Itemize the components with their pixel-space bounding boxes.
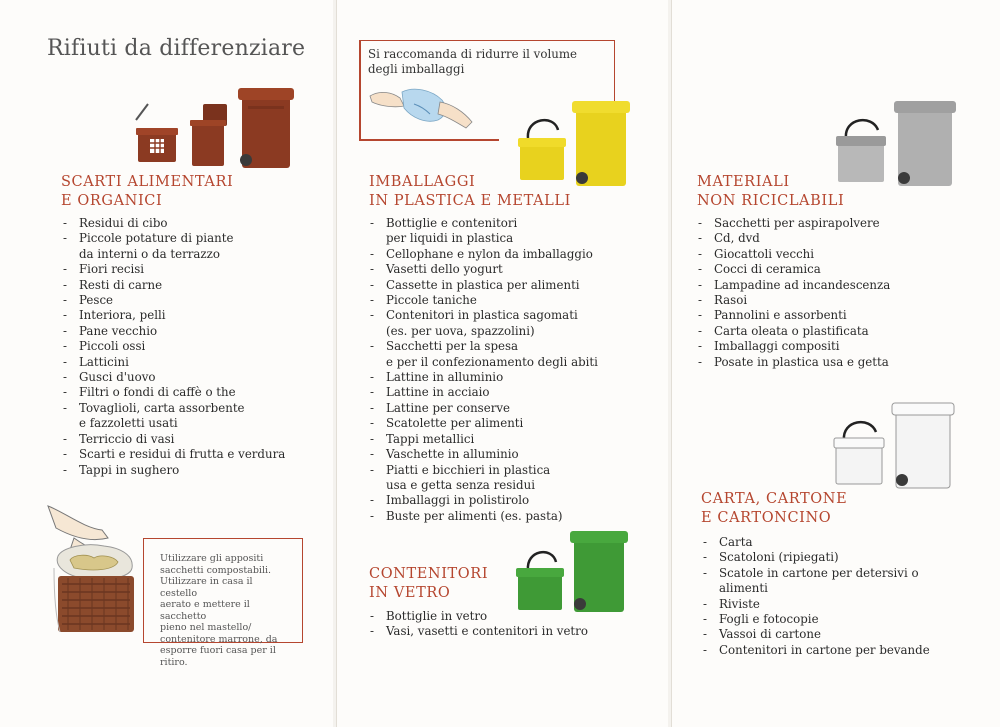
list-item: - Piccole taniche (368, 293, 658, 308)
organic-tip-box (143, 538, 303, 668)
list-item: - Imballaggi in polistirolo (368, 493, 658, 508)
list-item-continuation: e per il confezionamento degli abiti (386, 354, 598, 369)
note-text-line: degli imballaggi (368, 62, 465, 76)
list-item-continuation: usa e getta senza residui (386, 477, 535, 492)
list-item: - Cassette in plastica per alimenti (368, 278, 658, 293)
list-item: - Residui di cibo (61, 216, 331, 231)
list-item-continuation: da interni o da terrazzo (79, 246, 220, 261)
section-title-paper (701, 490, 847, 528)
list-item: - Carta (701, 535, 991, 550)
list-item: - Filtri o fondi di caffè o the (61, 385, 331, 400)
list-item: - Lampadine ad incandescenza (696, 278, 986, 293)
list-item: - Vasetti dello yogurt (368, 262, 658, 277)
section-title-line: E ORGANICI (61, 193, 163, 209)
note-text-line: Si raccomanda di ridurre il volume (368, 47, 577, 61)
list-item: - Giocattoli vecchi (696, 247, 986, 262)
organic-bins-icon (130, 82, 300, 174)
list-item: - Contenitori in plastica sagomati (368, 308, 658, 323)
list-item: - Contenitori in cartone per bevande (701, 643, 991, 658)
list-item: - Cocci di ceramica (696, 262, 986, 277)
list-item: - Pane vecchio (61, 324, 331, 339)
organic-list (61, 216, 331, 478)
green-bins-icon (512, 528, 632, 618)
note-left-border (359, 40, 361, 140)
tip-line: Utilizzare in casa il cestello (160, 576, 253, 599)
list-item: - Terriccio di vasi (61, 432, 331, 447)
list-item: - Vaschette in alluminio (368, 447, 658, 462)
list-item: - Fogli e fotocopie (701, 612, 991, 627)
grey-bins-icon (832, 98, 962, 190)
list-item: - Scatoloni (ripiegati) (701, 550, 991, 565)
glass-list (368, 609, 658, 640)
list-item: - Rasoi (696, 293, 986, 308)
note-bottom-border (359, 139, 499, 141)
list-item: - Sacchetti per la spesa (368, 339, 658, 354)
section-title-organic (61, 173, 233, 211)
list-item: - Bottiglie e contenitori (368, 216, 658, 231)
section-title-line: E CARTONCINO (701, 510, 832, 526)
list-item: - Interiora, pelli (61, 308, 331, 323)
list-item: - Cellophane e nylon da imballaggio (368, 247, 658, 262)
crushing-bottle-icon (368, 82, 478, 137)
section-title-line: NON RICICLABILI (697, 193, 845, 209)
list-item-continuation: alimenti (719, 581, 768, 596)
list-item: - Piatti e bicchieri in plastica (368, 463, 658, 478)
note-text (368, 47, 577, 77)
list-item: - Buste per alimenti (es. pasta) (368, 509, 658, 524)
section-title-line: IMBALLAGGI (369, 174, 476, 190)
list-item: - Carta oleata o plastificata (696, 324, 986, 339)
list-item: - Gusci d'uovo (61, 370, 331, 385)
plastic-list (368, 216, 658, 524)
list-item: - Scatole in cartone per detersivi o (701, 566, 991, 581)
list-item: - Fiori recisi (61, 262, 331, 277)
white-bins-icon (830, 400, 960, 492)
tip-line: aerato e mettere il sacchetto (160, 599, 250, 622)
tip-line: pieno nel mastello/ (160, 622, 252, 633)
list-item: - Piccole potature di piante (61, 231, 331, 246)
list-item: - Lattine in acciaio (368, 385, 658, 400)
list-item: - Cd, dvd (696, 231, 986, 246)
list-item: - Pannolini e assorbenti (696, 308, 986, 323)
page-title: Rifiuti da differenziare (47, 36, 306, 61)
list-item: - Tappi in sughero (61, 463, 331, 478)
tip-line: Utilizzare gli appositi (160, 553, 264, 564)
section-title-line: IN VETRO (369, 585, 451, 601)
list-item: - Imballaggi compositi (696, 339, 986, 354)
section-title-line: MATERIALI (697, 174, 790, 190)
section-title-glass (369, 565, 488, 603)
list-item: - Bottiglie in vetro (368, 609, 658, 624)
list-item: - Vasi, vasetti e contenitori in vetro (368, 624, 658, 639)
compost-basket-icon (44, 498, 154, 648)
section-title-line: CARTA, CARTONE (701, 491, 848, 507)
list-item: - Tovaglioli, carta assorbente (61, 401, 331, 416)
list-item: - Tappi metallici (368, 432, 658, 447)
list-item-continuation: e fazzoletti usati (79, 416, 178, 431)
list-item: - Resti di carne (61, 278, 331, 293)
list-item: - Scatolette per alimenti (368, 416, 658, 431)
list-item: - Lattine in alluminio (368, 370, 658, 385)
list-item: - Pesce (61, 293, 331, 308)
list-item-continuation: (es. per uova, spazzolini) (386, 323, 535, 338)
section-title-non-recyclable (697, 173, 844, 211)
tip-line: sacchetti compostabili. (160, 564, 272, 576)
list-item-continuation: per liquidi in plastica (386, 231, 514, 246)
paper-list (701, 535, 991, 658)
list-item: - Sacchetti per aspirapolvere (696, 216, 986, 231)
list-item: - Latticini (61, 355, 331, 370)
list-item: - Vassoi di cartone (701, 627, 991, 642)
non-recyclable-list (696, 216, 986, 370)
list-item: - Posate in plastica usa e getta (696, 355, 986, 370)
list-item: - Riviste (701, 597, 991, 612)
section-title-line: SCARTI ALIMENTARI (61, 174, 234, 190)
tip-line: contenitore marrone, da (160, 633, 278, 645)
list-item: - Piccoli ossi (61, 339, 331, 354)
list-item: - Lattine per conserve (368, 401, 658, 416)
section-title-line: CONTENITORI (369, 566, 489, 582)
section-title-line: IN PLASTICA E METALLI (369, 193, 571, 209)
list-item: - Scarti e residui di frutta e verdura (61, 447, 331, 462)
section-title-plastic (369, 173, 571, 211)
tip-line: esporre fuori casa per il ritiro. (160, 645, 276, 668)
